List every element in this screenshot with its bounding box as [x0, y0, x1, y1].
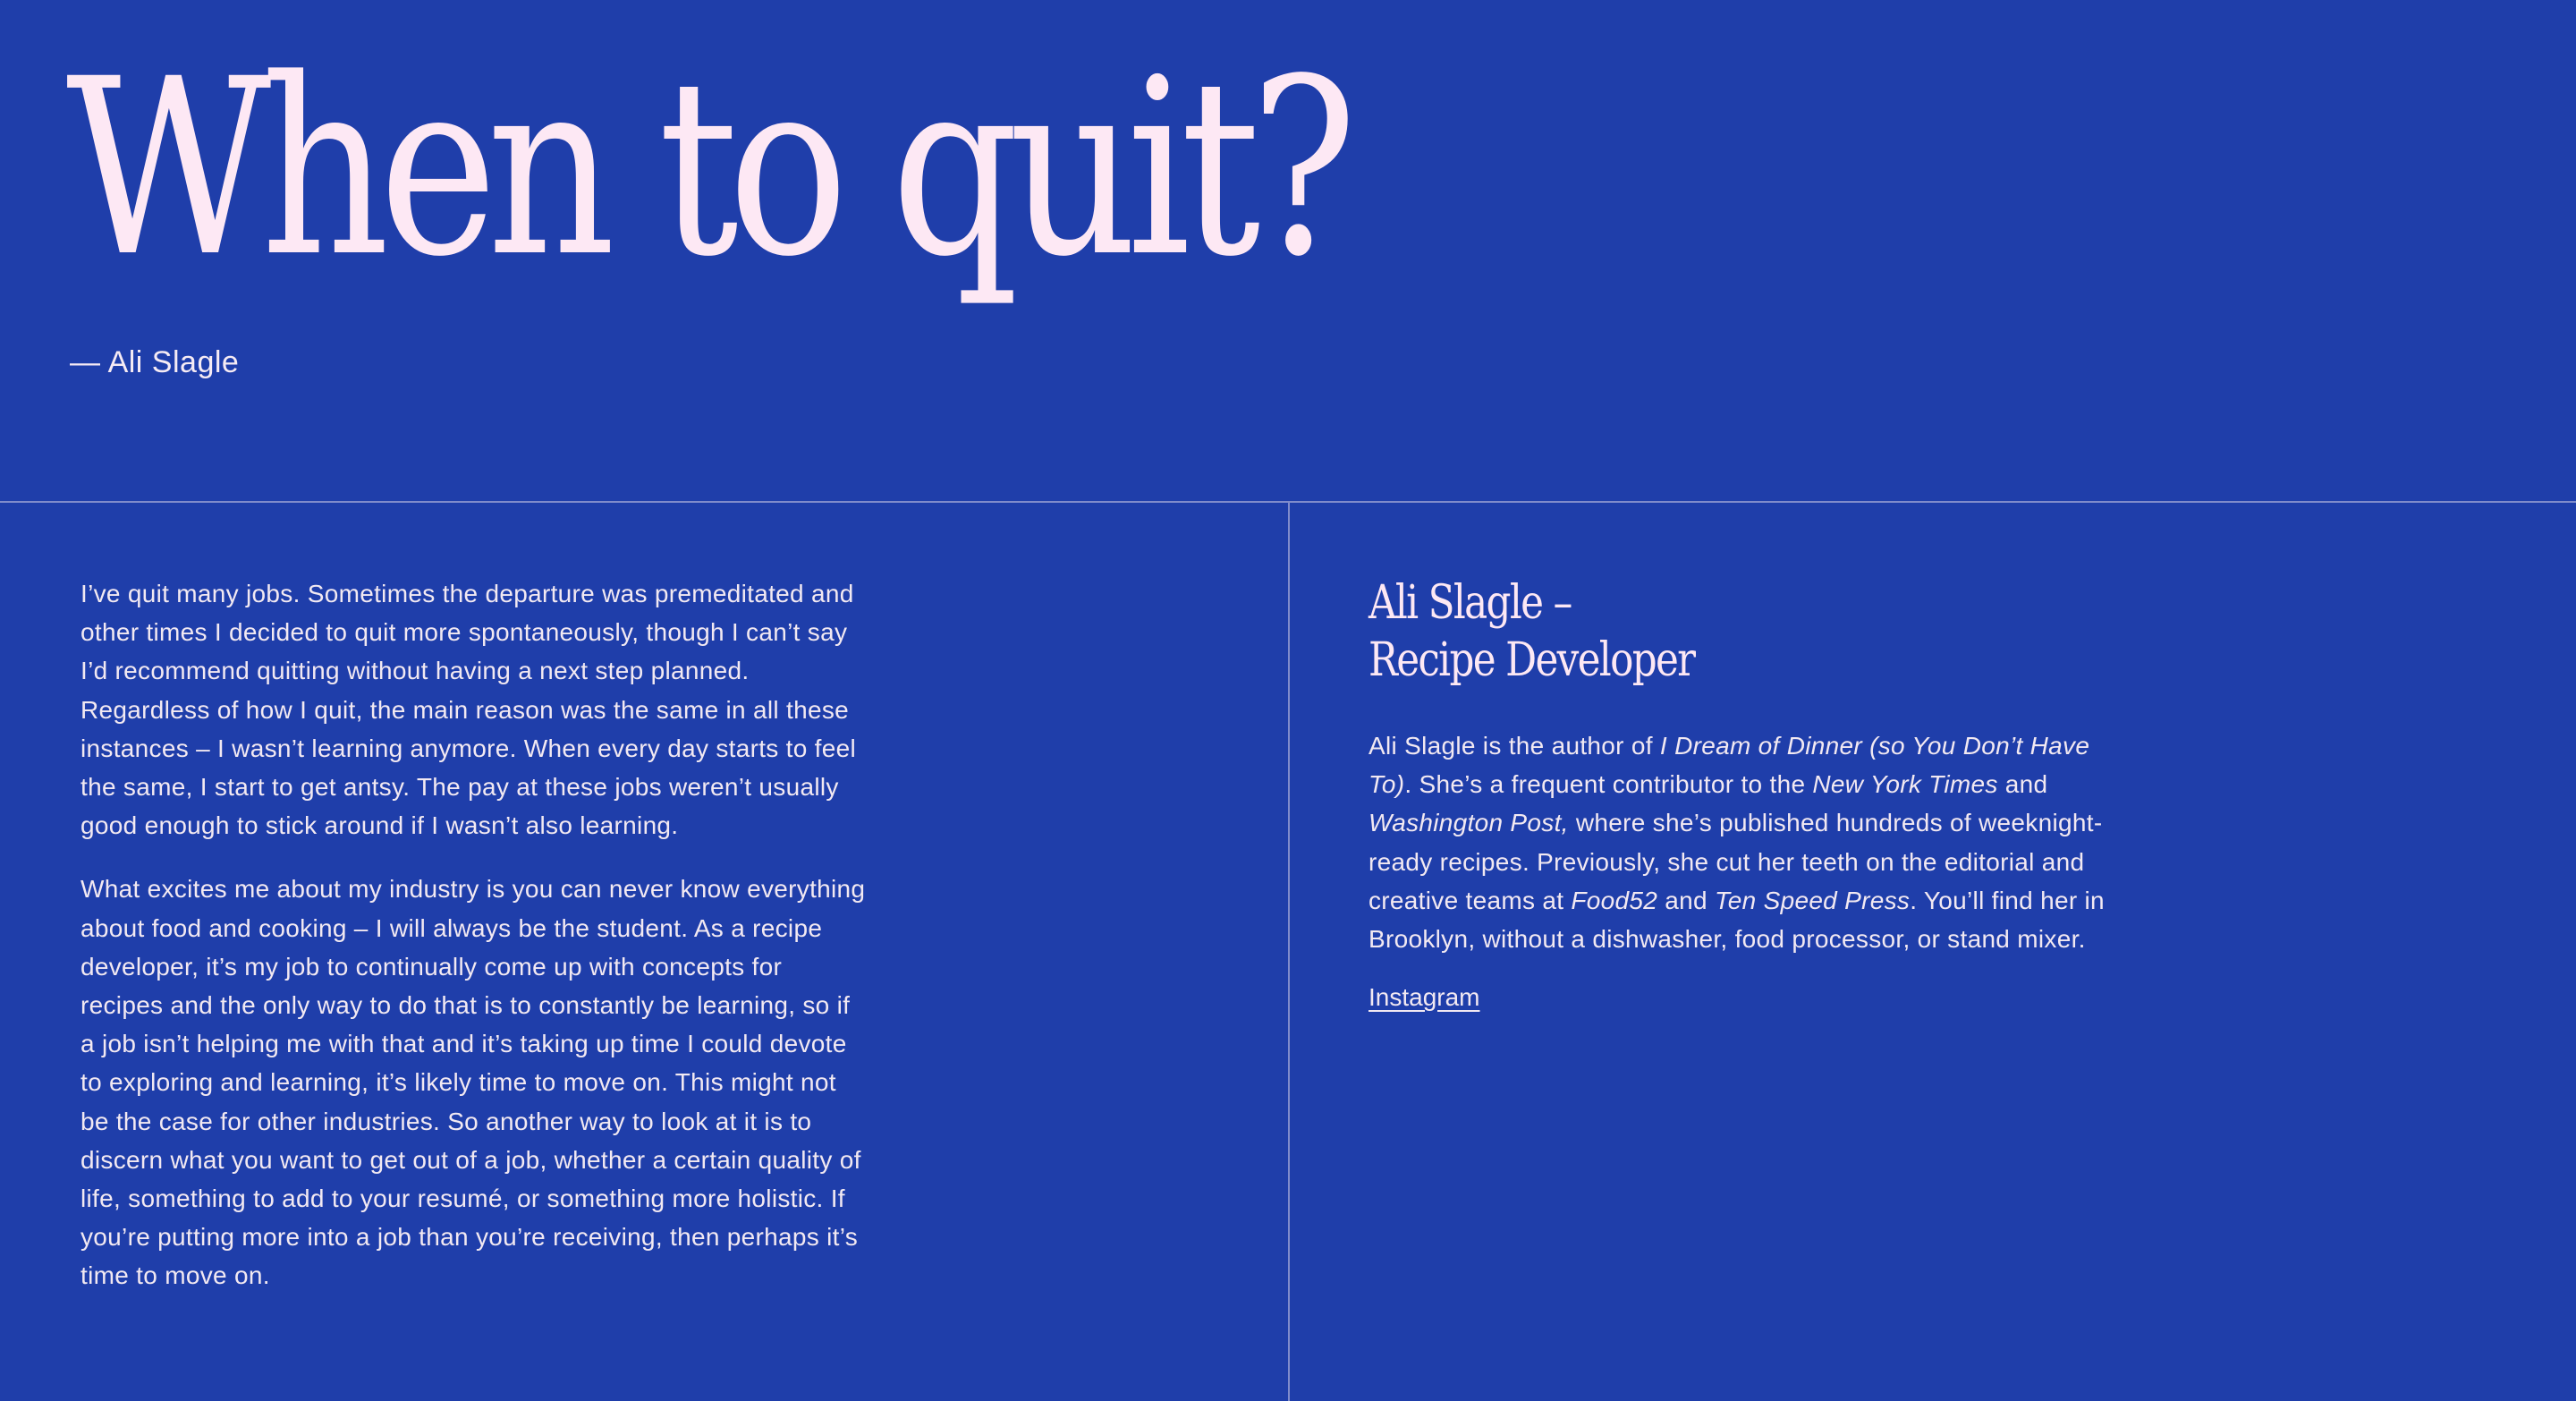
author-bio	[1368, 574, 2138, 1012]
instagram-link[interactable]: Instagram	[1368, 983, 1480, 1012]
column-divider	[1288, 503, 1290, 1401]
bio-text-part: and	[1997, 770, 2048, 799]
article-paragraph-1: I’ve quit many jobs. Sometimes the departure was premeditated and other times I decided to quit more spontaneously, though I can’t say I’d recommend quitting without having a next step planned. Regardless of how I quit, the main reason was the same in all these instances – I wasn’t learning anymore. When every day starts to feel the same, I start to get antsy. The pay at these jobs weren’t usually good enough to stick around if I wasn’t also learning.	[80, 580, 857, 840]
bio-text-part: Ali Slagle is the author of	[1368, 732, 1660, 760]
bio-heading-role: Recipe Developer	[1368, 633, 1695, 687]
bio-text-part: . She’s a frequent contributor to the	[1404, 770, 1813, 799]
bio-heading-name: Ali Slagle –	[1368, 576, 1572, 630]
bio-text-part: where she’s published hundreds of weeknight-ready recipes. Previously, she cut her teeth on the editorial and creative teams at	[1368, 809, 2103, 914]
bio-text	[1368, 726, 2138, 958]
bio-heading	[1368, 574, 2014, 689]
hero-section	[0, 0, 2576, 503]
article-body	[80, 574, 868, 1320]
bio-text-part: . You’ll find her in Brooklyn, without a dishwasher, food processor, or stand mixer.	[1368, 886, 2105, 954]
publication-ten-speed: Ten Speed Press	[1714, 886, 1911, 914]
publication-nyt: New York Times	[1812, 770, 1998, 799]
author-byline: — Ali Slagle	[70, 345, 240, 379]
page-title: When to quit?	[66, 28, 1347, 310]
publication-wapo: Washington Post,	[1368, 809, 1569, 837]
bio-text-part: and	[1657, 886, 1715, 914]
article-paragraph-2: What excites me about my industry is you can never know everything about food and cooking – I will always be the student. As a recipe developer, it’s my job to continually come up with concepts for recipes and the only way to do that is to constantly be learning, so if a job isn’t helping me with that and it’s taking up time I could devote to exploring and learning, it’s likely time to move on. This might not be the case for other industries. So another way to look at it is to discern what you want to get out of a job, whether a certain quality of life, something to add to your resumé, or something more holistic. If you’re putting more into a job than you’re receiving, then perhaps it’s time to move on.	[80, 875, 866, 1290]
publication-food52: Food52	[1571, 886, 1658, 914]
book-title: I Dream of Dinner (so You Don’t Have To)	[1368, 732, 2090, 799]
